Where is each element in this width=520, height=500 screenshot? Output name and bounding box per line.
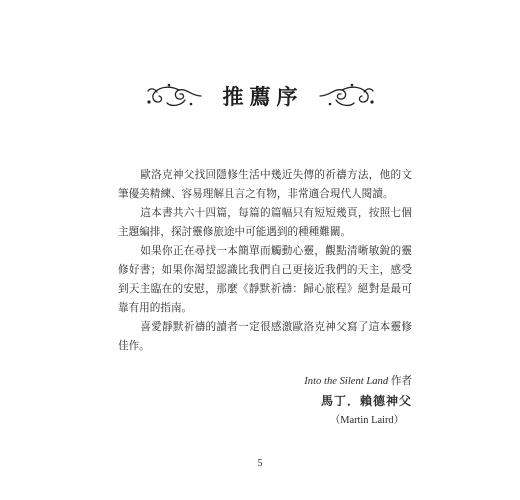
author-name-english: （Martin Laird） <box>329 415 404 426</box>
preface-body <box>118 166 412 356</box>
left-flourish-ornament <box>145 82 203 110</box>
body-paragraph: 歐洛克神父找回隱修生活中幾近失傳的祈禱方法，他的文筆優美精練、容易理解且言之有物，非常適合現代人閱讀。 <box>118 169 412 200</box>
body-paragraph: 喜愛靜默祈禱的讀者一定很感激歐洛克神父寫了這本靈修佳作。 <box>118 321 412 352</box>
author-name: 馬丁．賴德神父 <box>320 394 412 408</box>
author-role: 作者 <box>390 376 412 387</box>
section-heading <box>0 76 520 116</box>
body-paragraph: 這本書共六十四篇，每篇的篇幅只有短短幾頁，按照七個主題編排，探討靈修旅途中可能遇到的種種難關。 <box>118 207 412 238</box>
right-flourish-ornament <box>318 82 376 110</box>
book-title: Into the Silent Land <box>304 376 389 387</box>
signature-book-line <box>304 373 412 388</box>
preface-title: 推薦序 <box>222 84 304 109</box>
page-number: 5 <box>257 458 263 469</box>
body-paragraph: 如果你正在尋找一本簡單而觸動心靈，觀點清晰敏銳的靈修好書；如果你渴望認識比我們自己更接近我們的天主，感受到天主臨在的安慰，那麼《靜默祈禱：歸心旅程》絕對是最可靠有用的指南。 <box>118 245 412 314</box>
